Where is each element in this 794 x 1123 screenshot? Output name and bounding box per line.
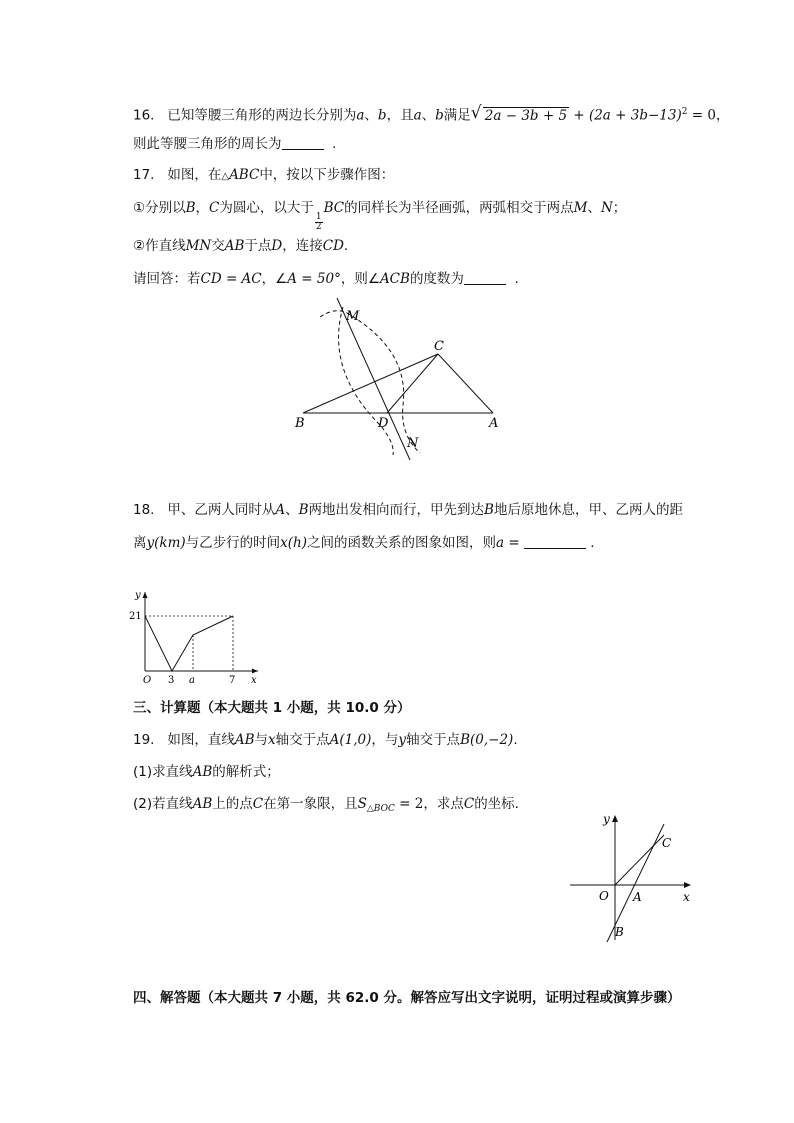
q18-text4: 离: [133, 535, 147, 551]
point-a: A(1,0): [329, 732, 372, 748]
eq-cd-ac: CD = AC: [200, 271, 262, 287]
tick-7: 7: [229, 675, 236, 685]
var-n: N: [600, 200, 613, 216]
q17-question: [133, 269, 519, 289]
var-y-km: y(km): [146, 535, 186, 551]
answer-blank[interactable]: [524, 534, 586, 549]
segment-oc: [615, 835, 664, 885]
q17-step2: [133, 236, 348, 256]
x-axis-arrow-icon: [684, 882, 691, 888]
step2-text3: 于点: [244, 238, 272, 254]
q17-line1: [133, 165, 394, 187]
a-equals: a =: [496, 535, 524, 551]
var-mn: MN: [185, 238, 212, 254]
y-axis-arrow-icon: [143, 592, 148, 598]
part2-text2: 上的点: [212, 796, 253, 812]
arc-from-c: [339, 307, 394, 455]
step2-text2: 交: [211, 238, 225, 254]
period: .: [332, 136, 337, 152]
q16-line2: [133, 134, 336, 154]
q19-text: 如图，直线: [167, 732, 235, 748]
q19-text5: 轴交于点: [406, 732, 461, 748]
var-b: B: [298, 502, 309, 518]
var-ab: AB: [192, 796, 213, 812]
var-ab: AB: [192, 764, 213, 780]
label-n: N: [407, 436, 419, 451]
label-a: A: [633, 890, 642, 904]
paren-expr: (2a + 3b−13): [588, 107, 682, 124]
label-y: y: [135, 590, 141, 601]
tick-3: 3: [168, 675, 175, 685]
var-cd: CD: [322, 238, 344, 254]
var-b: b: [435, 107, 444, 124]
label-x: x: [683, 890, 690, 904]
period: .: [590, 535, 595, 551]
q18-text2: 两地出发相向而行，甲先到达: [308, 502, 485, 518]
ask-text3: ，则∠: [340, 271, 380, 287]
var-a: A: [275, 502, 286, 518]
plus: +: [569, 107, 589, 124]
label-o: O: [599, 889, 609, 903]
label-d: D: [378, 416, 389, 431]
s-equals: = 2: [394, 796, 424, 812]
var-b: B: [484, 502, 494, 518]
q19-text4: ，与: [371, 732, 399, 748]
fraction-half: [315, 213, 323, 232]
q18-line1: [133, 500, 683, 520]
q19-text3: 轴交于点: [275, 732, 330, 748]
var-s: S: [357, 796, 367, 812]
ask-text: 请回答：若: [133, 271, 201, 287]
q18-number: 18.: [133, 502, 155, 518]
q16-text3: 满足: [443, 107, 471, 124]
comma: ，: [195, 200, 210, 216]
var-c: C: [463, 796, 475, 812]
ask-text4: 的度数为: [409, 271, 464, 287]
var-y: y: [398, 732, 407, 748]
q19-part2: [133, 794, 519, 819]
y-axis-arrow-icon: [612, 815, 618, 822]
frac-num: 1: [315, 212, 322, 222]
q17-number: 17.: [133, 167, 155, 183]
tick-a: a: [189, 675, 195, 685]
step2-text: ②作直线: [133, 238, 186, 254]
sqrt-content: 2a − 3b + 5: [484, 107, 568, 124]
q16-text: 已知等腰三角形的两边长分别为: [167, 107, 357, 124]
answer-blank[interactable]: [282, 135, 324, 150]
q16-line1: [133, 102, 729, 126]
period: .: [513, 732, 518, 748]
label-a: A: [489, 416, 499, 431]
triangle-symbol: △: [221, 171, 230, 182]
sep: 、: [587, 200, 601, 216]
var-d: D: [271, 238, 283, 254]
semicolon: ；: [612, 200, 627, 216]
label-y: y: [603, 812, 610, 826]
step1-text: ①分别以: [133, 200, 186, 216]
eq-angle-a: A = 50°: [287, 271, 341, 287]
var-abc: ABC: [229, 167, 260, 183]
part1-text2: 的解析式；: [212, 764, 280, 780]
arc-from-b: [320, 311, 420, 453]
var-x: x: [268, 732, 276, 748]
exponent: 2: [681, 107, 688, 117]
part2-text: (2)若直线: [133, 796, 193, 812]
q17-triangle-figure: [285, 295, 510, 465]
var-m: M: [573, 200, 588, 216]
segment-cd: [387, 354, 438, 413]
x-axis-arrow-icon: [252, 669, 258, 674]
section-3-heading: 三、计算题（本大题共 1 小题，共 10.0 分）: [133, 700, 411, 716]
part1-text: (1)求直线: [133, 764, 193, 780]
sep: 、: [285, 502, 299, 518]
q18-text: 甲、乙两人同时从: [167, 502, 276, 518]
part2-text4: ，求点: [423, 796, 464, 812]
var-c: C: [209, 200, 220, 216]
graph-line: [145, 616, 233, 671]
q19-coordinate-graph: [565, 812, 700, 947]
q16-number: 16.: [133, 107, 155, 124]
q16-end: ，: [715, 107, 730, 124]
var-b: B: [185, 200, 196, 216]
period: .: [514, 271, 519, 287]
label-b: B: [295, 416, 305, 431]
label-c: C: [662, 836, 672, 850]
ask-text2: ，∠: [261, 271, 288, 287]
label-c: C: [434, 339, 444, 354]
sep: 、: [364, 107, 378, 124]
frac-den: 2: [315, 222, 322, 232]
sep: 、: [421, 107, 436, 124]
var-b: b: [377, 107, 387, 124]
sqrt-expression: √ 2a − 3b + 5: [470, 102, 568, 124]
step2-text4: ，连接: [282, 238, 323, 254]
q17-text: 如图，在: [167, 167, 222, 183]
q19-text2: 与: [254, 732, 269, 748]
period: .: [343, 238, 349, 254]
step1-text2: 为圆心，以大于: [219, 200, 314, 216]
label-x: x: [251, 675, 257, 685]
var-a: a: [356, 107, 365, 124]
tick-21: 21: [129, 611, 142, 622]
label-o: O: [143, 675, 152, 685]
point-b: B(0,−2): [460, 732, 514, 748]
segment-ca: [438, 354, 493, 413]
equals-zero: = 0: [687, 107, 716, 124]
part2-text5: 的坐标.: [474, 796, 519, 812]
answer-blank[interactable]: [464, 270, 506, 285]
q17-step1: [133, 198, 626, 232]
section-4-heading: 四、解答题（本大题共 7 小题，共 62.0 分。解答应写出文字说明，证明过程或演算步骤）: [133, 990, 681, 1006]
var-bc: BC: [323, 200, 345, 216]
q16-question: 则此等腰三角形的周长为: [133, 136, 282, 152]
label-m: M: [346, 309, 360, 324]
s-subscript: △BOC: [366, 804, 395, 814]
q18-text6: 之间的函数关系的图象如图，则: [307, 535, 496, 551]
q19-part1: [133, 762, 280, 782]
q18-text3: 地后原地休息，甲、乙两人的距: [493, 502, 683, 518]
var-acb: ACB: [379, 271, 410, 287]
segment-bc: [303, 354, 438, 413]
step1-text3: 的同样长为半径画弧，两弧相交于两点: [344, 200, 574, 216]
q18-text5: 与乙步行的时间: [185, 535, 281, 551]
q19-line1: [133, 730, 518, 750]
var-a: a: [413, 107, 422, 124]
var-ab: AB: [224, 238, 245, 254]
q18-distance-graph: [125, 585, 265, 685]
label-b: B: [615, 925, 624, 939]
q16-text2: ，且: [386, 107, 414, 124]
var-x-h: x(h): [280, 535, 307, 551]
q18-line2: [133, 533, 595, 553]
var-c: C: [252, 796, 264, 812]
part2-text3: 在第一象限，且: [263, 796, 358, 812]
q19-number: 19.: [133, 732, 155, 748]
var-ab: AB: [234, 732, 255, 748]
q17-text2: 中，按以下步骤作图：: [259, 167, 395, 183]
